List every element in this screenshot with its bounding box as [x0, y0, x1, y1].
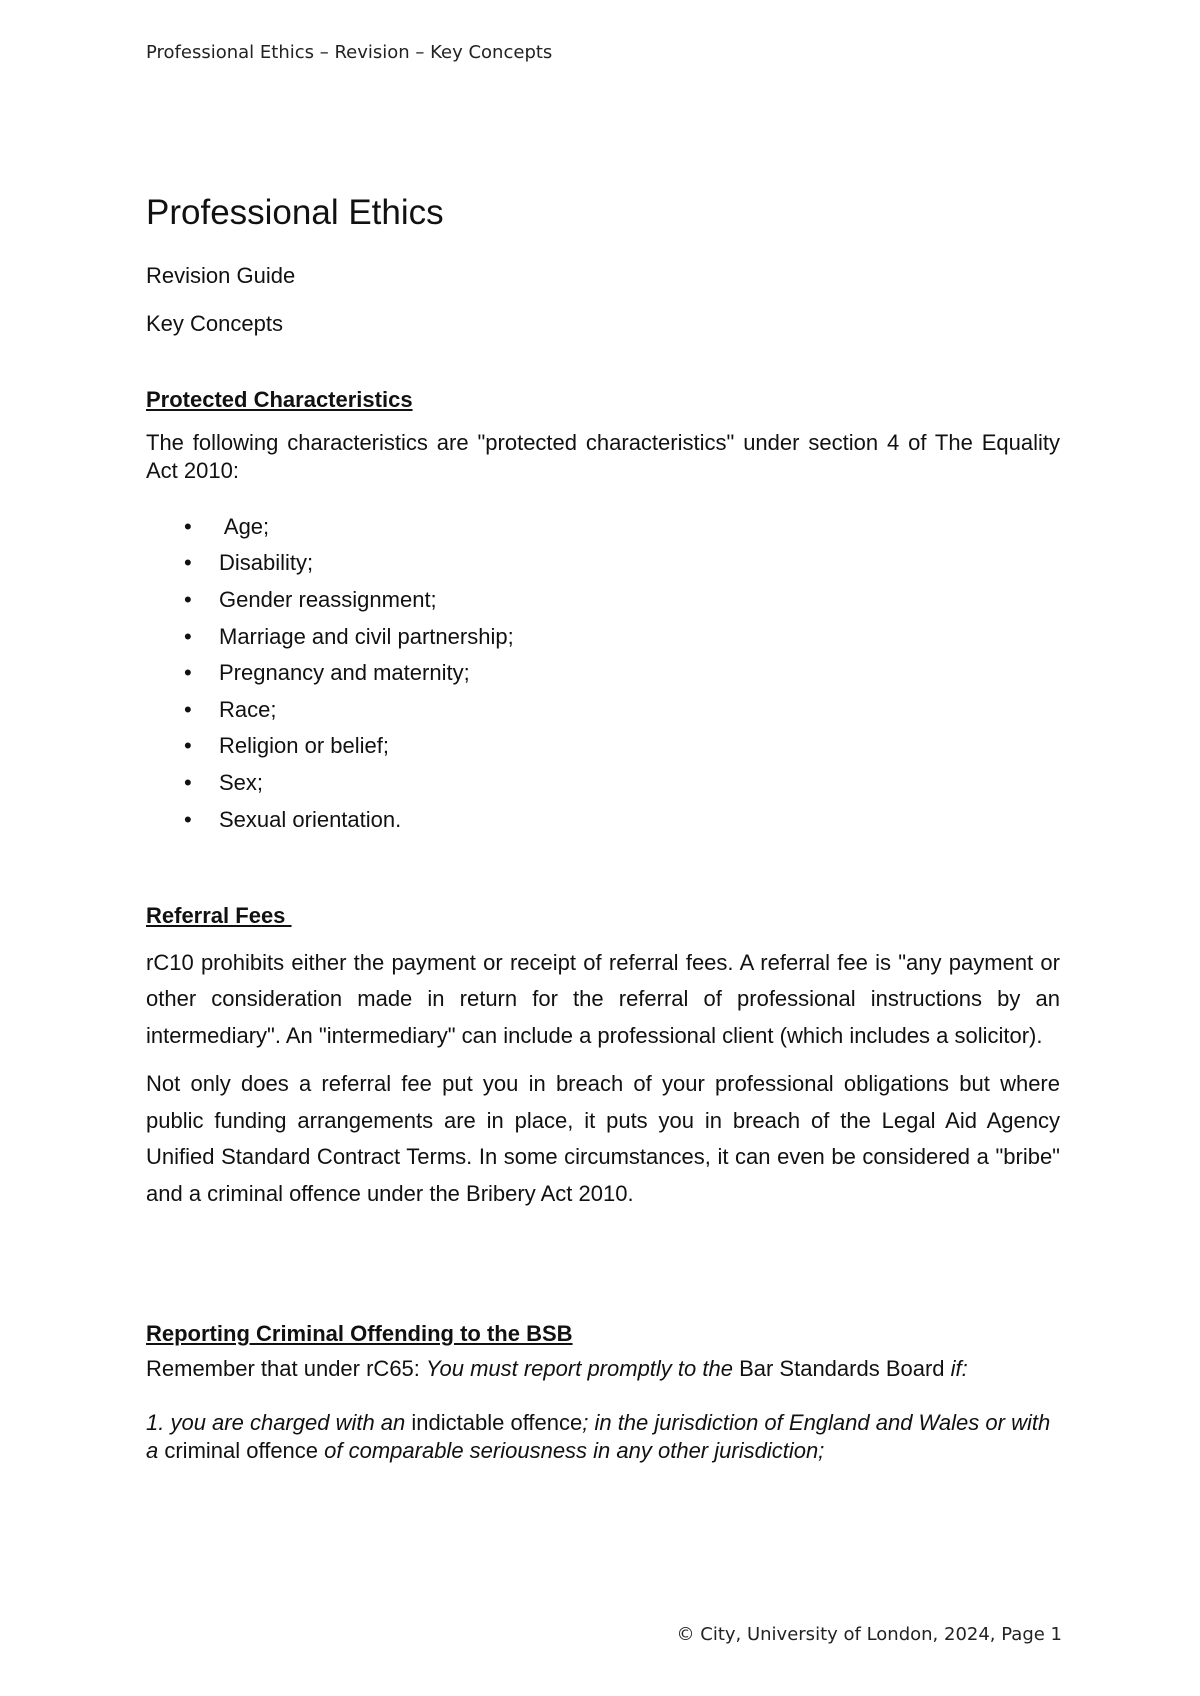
subtitle-key-concepts: Key Concepts — [146, 310, 283, 336]
section-protected-characteristics — [146, 386, 1060, 838]
document-body — [146, 192, 1060, 1465]
bullet-glyph: • — [184, 513, 192, 539]
running-header: Professional Ethics – Revision – Key Concepts — [146, 42, 553, 63]
list-item — [146, 765, 1060, 802]
protected-characteristics-list — [146, 509, 1060, 838]
list-item-text: Race; — [219, 696, 277, 722]
list-item — [146, 728, 1060, 765]
list-item — [146, 802, 1060, 839]
document-title: Professional Ethics — [146, 193, 444, 232]
subtitle-revision-guide: Revision Guide — [146, 263, 296, 288]
text-run: criminal offence — [164, 1437, 319, 1463]
bullet-glyph: • — [184, 806, 192, 832]
list-item — [146, 545, 1060, 582]
list-item — [146, 655, 1060, 692]
bullet-glyph: • — [184, 769, 192, 795]
text-run-italic: of comparable seriousness in any other jurisdiction; — [318, 1437, 825, 1463]
heading-referral-fees: Referral Fees — [146, 903, 292, 929]
heading-reporting-criminal-offending: Reporting Criminal Offending to the BSB — [146, 1321, 573, 1347]
list-item — [146, 509, 1060, 546]
text-run-italic: You must report promptly to the — [426, 1355, 733, 1381]
text-run: Bar Standards Board — [732, 1355, 951, 1381]
list-item-text: Sexual orientation. — [219, 806, 402, 832]
text-run-italic: if: — [950, 1355, 968, 1381]
text-run-italic: ; in the jurisdiction of England and Wales or with a — [146, 1409, 1057, 1463]
bullet-glyph: • — [184, 696, 192, 722]
list-item — [146, 582, 1060, 619]
list-item-text: Religion or belief; — [219, 733, 389, 759]
referral-paragraph-1: rC10 prohibits either the payment or receipt of referral fees. A referral fee is "any payment or other consideration made in return for the referral of professional instructions by an intermediary". An "intermediary" can include a professional client (which includes a solicitor). — [146, 949, 1060, 1048]
section-reporting-criminal-offending — [146, 1320, 1060, 1465]
protected-intro: The following characteristics are "protected characteristics" under section 4 of The Equality Act 2010: — [146, 429, 1060, 483]
bullet-glyph: • — [184, 733, 192, 759]
page-footer: © City, University of London, 2024, Page 1 — [676, 1624, 1062, 1645]
list-item-text: Disability; — [219, 550, 314, 576]
reporting-rule-item-1 — [146, 1409, 1060, 1465]
bullet-glyph: • — [184, 623, 192, 649]
section-referral-fees — [146, 902, 1060, 1212]
text-run: indictable offence — [411, 1409, 583, 1435]
list-item — [146, 692, 1060, 729]
list-item-text: Age; — [219, 513, 270, 539]
reporting-rule-intro — [146, 1355, 1060, 1383]
list-item-text: Pregnancy and maternity; — [219, 660, 470, 686]
list-item-text: Gender reassignment; — [219, 586, 437, 612]
text-run-italic: 1. you are charged with an — [146, 1409, 412, 1435]
list-item — [146, 619, 1060, 656]
bullet-glyph: • — [184, 586, 192, 612]
bullet-glyph: • — [184, 660, 192, 686]
list-item-text: Sex; — [219, 769, 264, 795]
text-run: Remember that under rC65: — [146, 1355, 427, 1381]
heading-protected-characteristics: Protected Characteristics — [146, 387, 413, 413]
referral-paragraph-2: Not only does a referral fee put you in breach of your professional obligations but where public funding arrangements are in place, it puts you in breach of the Legal Aid Agency Unified Standard Contract Terms. In some circumstances, it can even be considered a "bribe" and a criminal offence under the Bribery Act 2010. — [146, 1071, 1060, 1206]
bullet-glyph: • — [184, 550, 192, 576]
list-item-text: Marriage and civil partnership; — [219, 623, 514, 649]
